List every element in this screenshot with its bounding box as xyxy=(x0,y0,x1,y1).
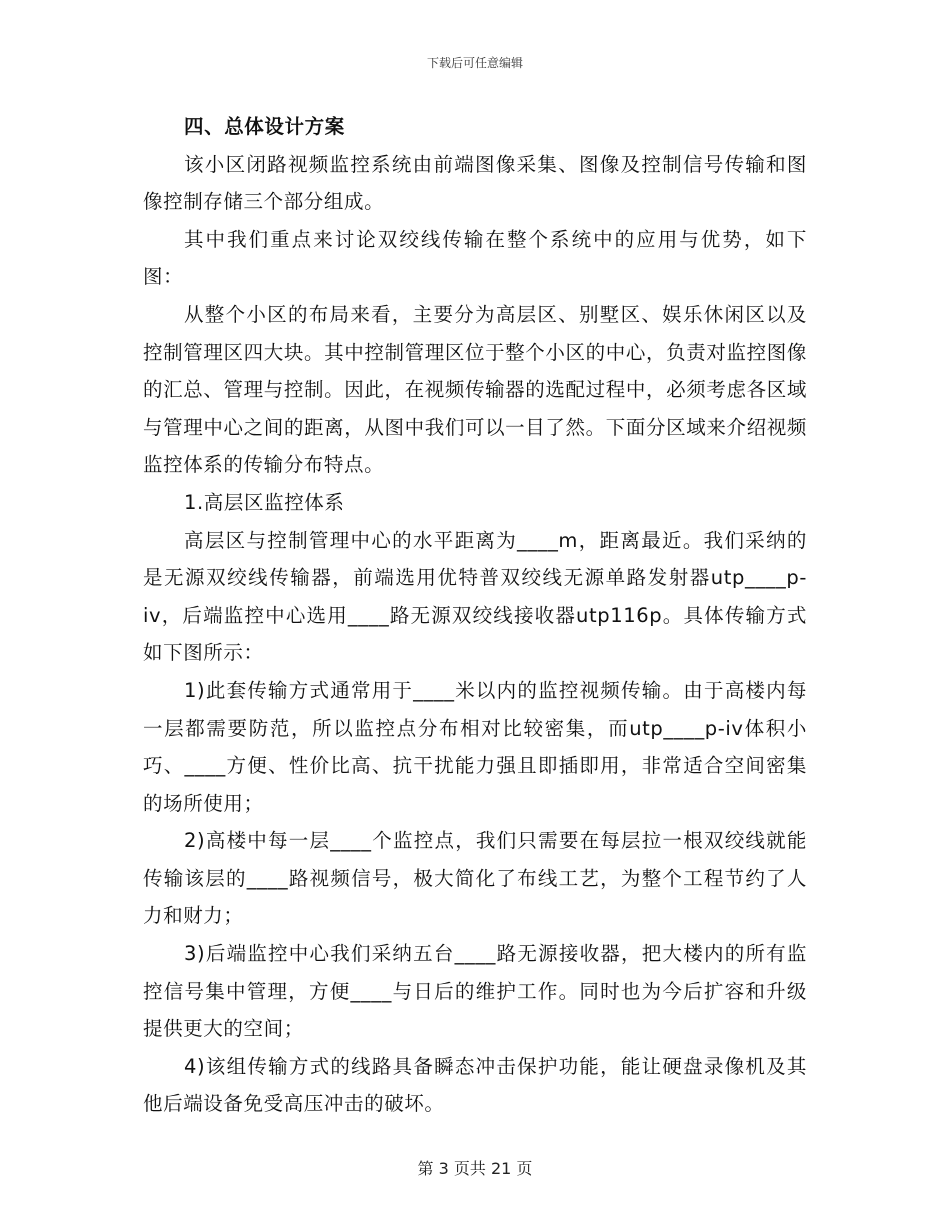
paragraph-high-rise: 高层区与控制管理中心的水平距离为____m，距离最近。我们采纳的是无源双绞线传输器，前端选用优特普双绞线无源单路发射器utp____p-iv，后端监控中心选用____路无源双绞线接收器utp116p。具体传输方式如下图所示： xyxy=(143,528,807,665)
list-item-3: 3)后端监控中心我们采纳五台____路无源接收器，把大楼内的所有监控信号集中管理，方便____与日后的维护工作。同时也为今后扩容和升级提供更大的空间； xyxy=(143,942,807,1041)
section-heading: 四、总体设计方案 xyxy=(184,115,345,138)
list-item-1: 1)此套传输方式通常用于____米以内的监控视频传输。由于高楼内每一层都需要防范，所以监控点分布相对比较密集，而utp____p-iv体积小巧、____方便、性价比高、抗干扰能力强且即插即用，非常适合空间密集的场所使用； xyxy=(143,678,807,815)
page-header: 下载后可任意编辑 xyxy=(426,56,523,70)
document-body xyxy=(143,108,807,1123)
paragraph-layout: 从整个小区的布局来看，主要分为高层区、别墅区、娱乐休闲区以及控制管理区四大块。其中控制管理区位于整个小区的中心，负责对监控图像的汇总、管理与控制。因此，在视频传输器的选配过程中，必须考虑各区域与管理中心之间的距离，从图中我们可以一目了然。下面分区域来介绍视频监控体系的传输分布特点。 xyxy=(143,302,807,477)
list-item-4: 4)该组传输方式的线路具备瞬态冲击保护功能，能让硬盘录像机及其他后端设备免受高压冲击的破坏。 xyxy=(143,1054,807,1116)
list-item-2: 2)高楼中每一层____个监控点，我们只需要在每层拉一根双绞线就能传输该层的____路视频信号，极大简化了布线工艺，为整个工程节约了人力和财力； xyxy=(143,829,807,928)
subheading-high-rise: 1.高层区监控体系 xyxy=(184,490,345,514)
page-footer: 第 3 页共 21 页 xyxy=(417,1159,533,1178)
paragraph-focus: 其中我们重点来讨论双绞线传输在整个系统中的应用与优势，如下图： xyxy=(143,227,807,289)
paragraph-intro: 该小区闭路视频监控系统由前端图像采集、图像及控制信号传输和图像控制存储三个部分组成。 xyxy=(143,152,807,214)
